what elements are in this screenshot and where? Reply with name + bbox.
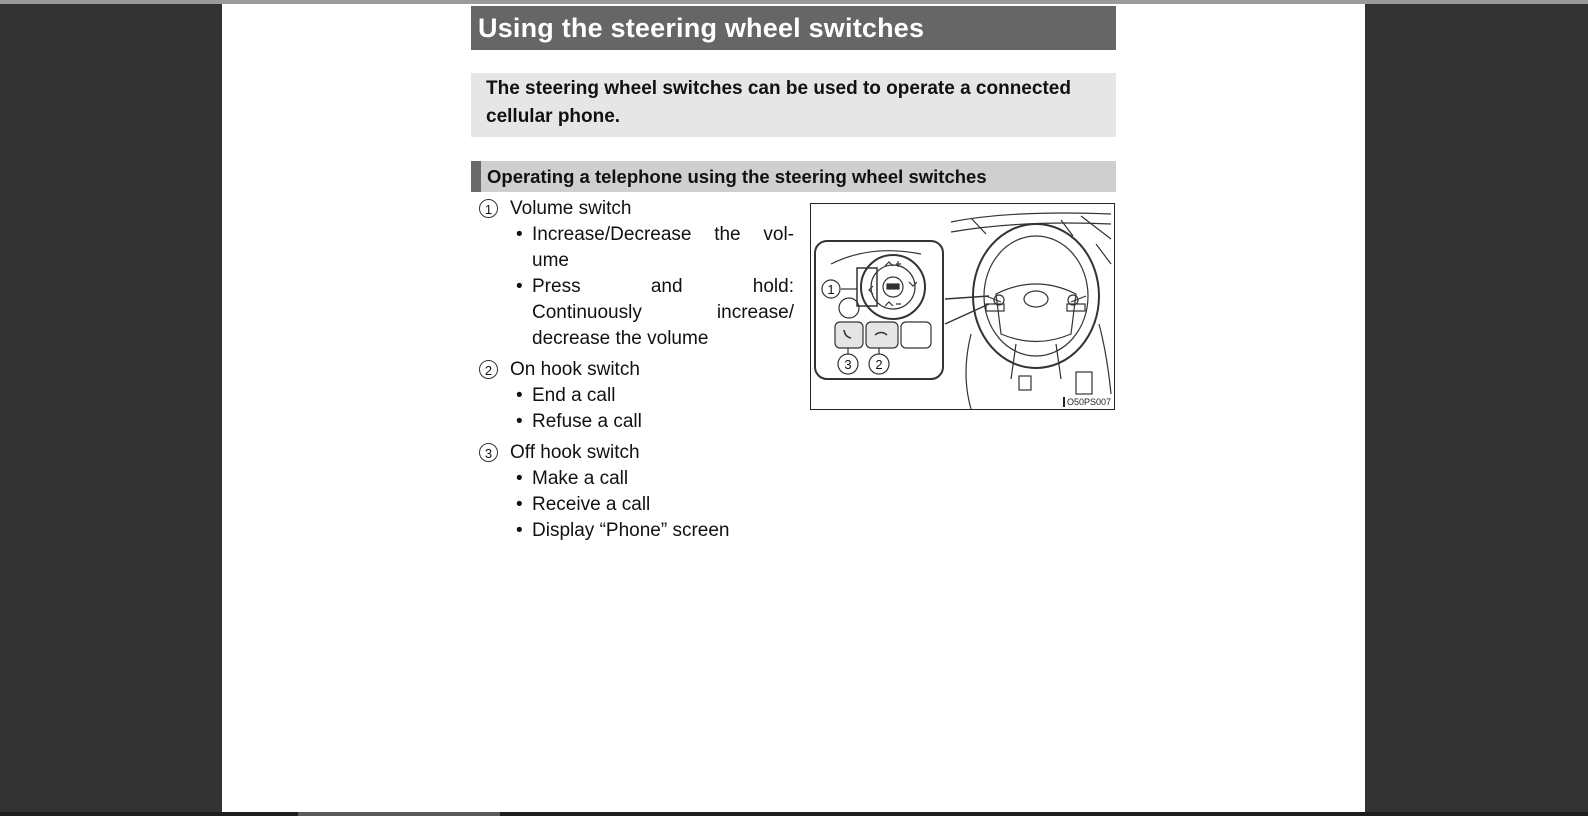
- steering-wheel-drawing: [811, 204, 1115, 410]
- switch-item: [478, 196, 794, 352]
- item-label: Volume switch: [510, 198, 632, 219]
- subpoint-text: Press and hold:: [532, 276, 794, 297]
- bullet-icon: •: [516, 494, 523, 515]
- item-subpoint: [510, 222, 794, 274]
- viewer-bottom-bar: [0, 812, 1588, 816]
- section-heading: Operating a telephone using the steering wheel switches: [471, 161, 1116, 192]
- callout-3: 3: [844, 357, 852, 372]
- subpoint-text: Make a call: [532, 468, 629, 489]
- bullet-icon: •: [516, 276, 523, 297]
- subpoint-text: Refuse a call: [532, 411, 642, 432]
- bullet-icon: •: [516, 520, 523, 541]
- bullet-icon: •: [516, 411, 523, 432]
- switch-list: [478, 196, 794, 549]
- page-title: Using the steering wheel switches: [471, 6, 1116, 50]
- callout-1: 1: [827, 282, 835, 297]
- steering-wheel-illustration: [810, 203, 1115, 410]
- item-number-badge: 2: [479, 360, 498, 379]
- item-label: On hook switch: [510, 359, 640, 380]
- bullet-icon: •: [516, 224, 523, 245]
- subpoint-text: End a call: [532, 385, 616, 406]
- item-subpoint: [510, 274, 794, 352]
- item-number-badge: 3: [479, 443, 498, 462]
- bullet-icon: •: [516, 468, 523, 489]
- callout-2: 2: [875, 357, 883, 372]
- subpoint-text: decrease the volume: [532, 328, 709, 349]
- item-subpoint: [510, 466, 794, 492]
- intro-text: The steering wheel switches can be used to operate a connected cellular phone.: [471, 73, 1116, 137]
- figure-code: O50PS007: [1063, 397, 1111, 407]
- subpoint-text: Display “Phone” screen: [532, 520, 730, 541]
- item-label: Off hook switch: [510, 442, 640, 463]
- subpoint-text: Receive a call: [532, 494, 651, 515]
- item-subpoint: [510, 383, 794, 409]
- subpoint-text: Continuously increase/: [532, 302, 794, 323]
- horizontal-scroll-thumb[interactable]: [298, 812, 500, 816]
- subpoint-text: Increase/Decrease the vol-: [532, 224, 794, 245]
- item-subpoint: [510, 518, 794, 544]
- item-subpoint: [510, 492, 794, 518]
- switch-item: [478, 440, 794, 544]
- switch-item: [478, 357, 794, 435]
- subpoint-text: ume: [532, 250, 569, 271]
- bullet-icon: •: [516, 385, 523, 406]
- item-subpoint: [510, 409, 794, 435]
- item-number-badge: 1: [479, 199, 498, 218]
